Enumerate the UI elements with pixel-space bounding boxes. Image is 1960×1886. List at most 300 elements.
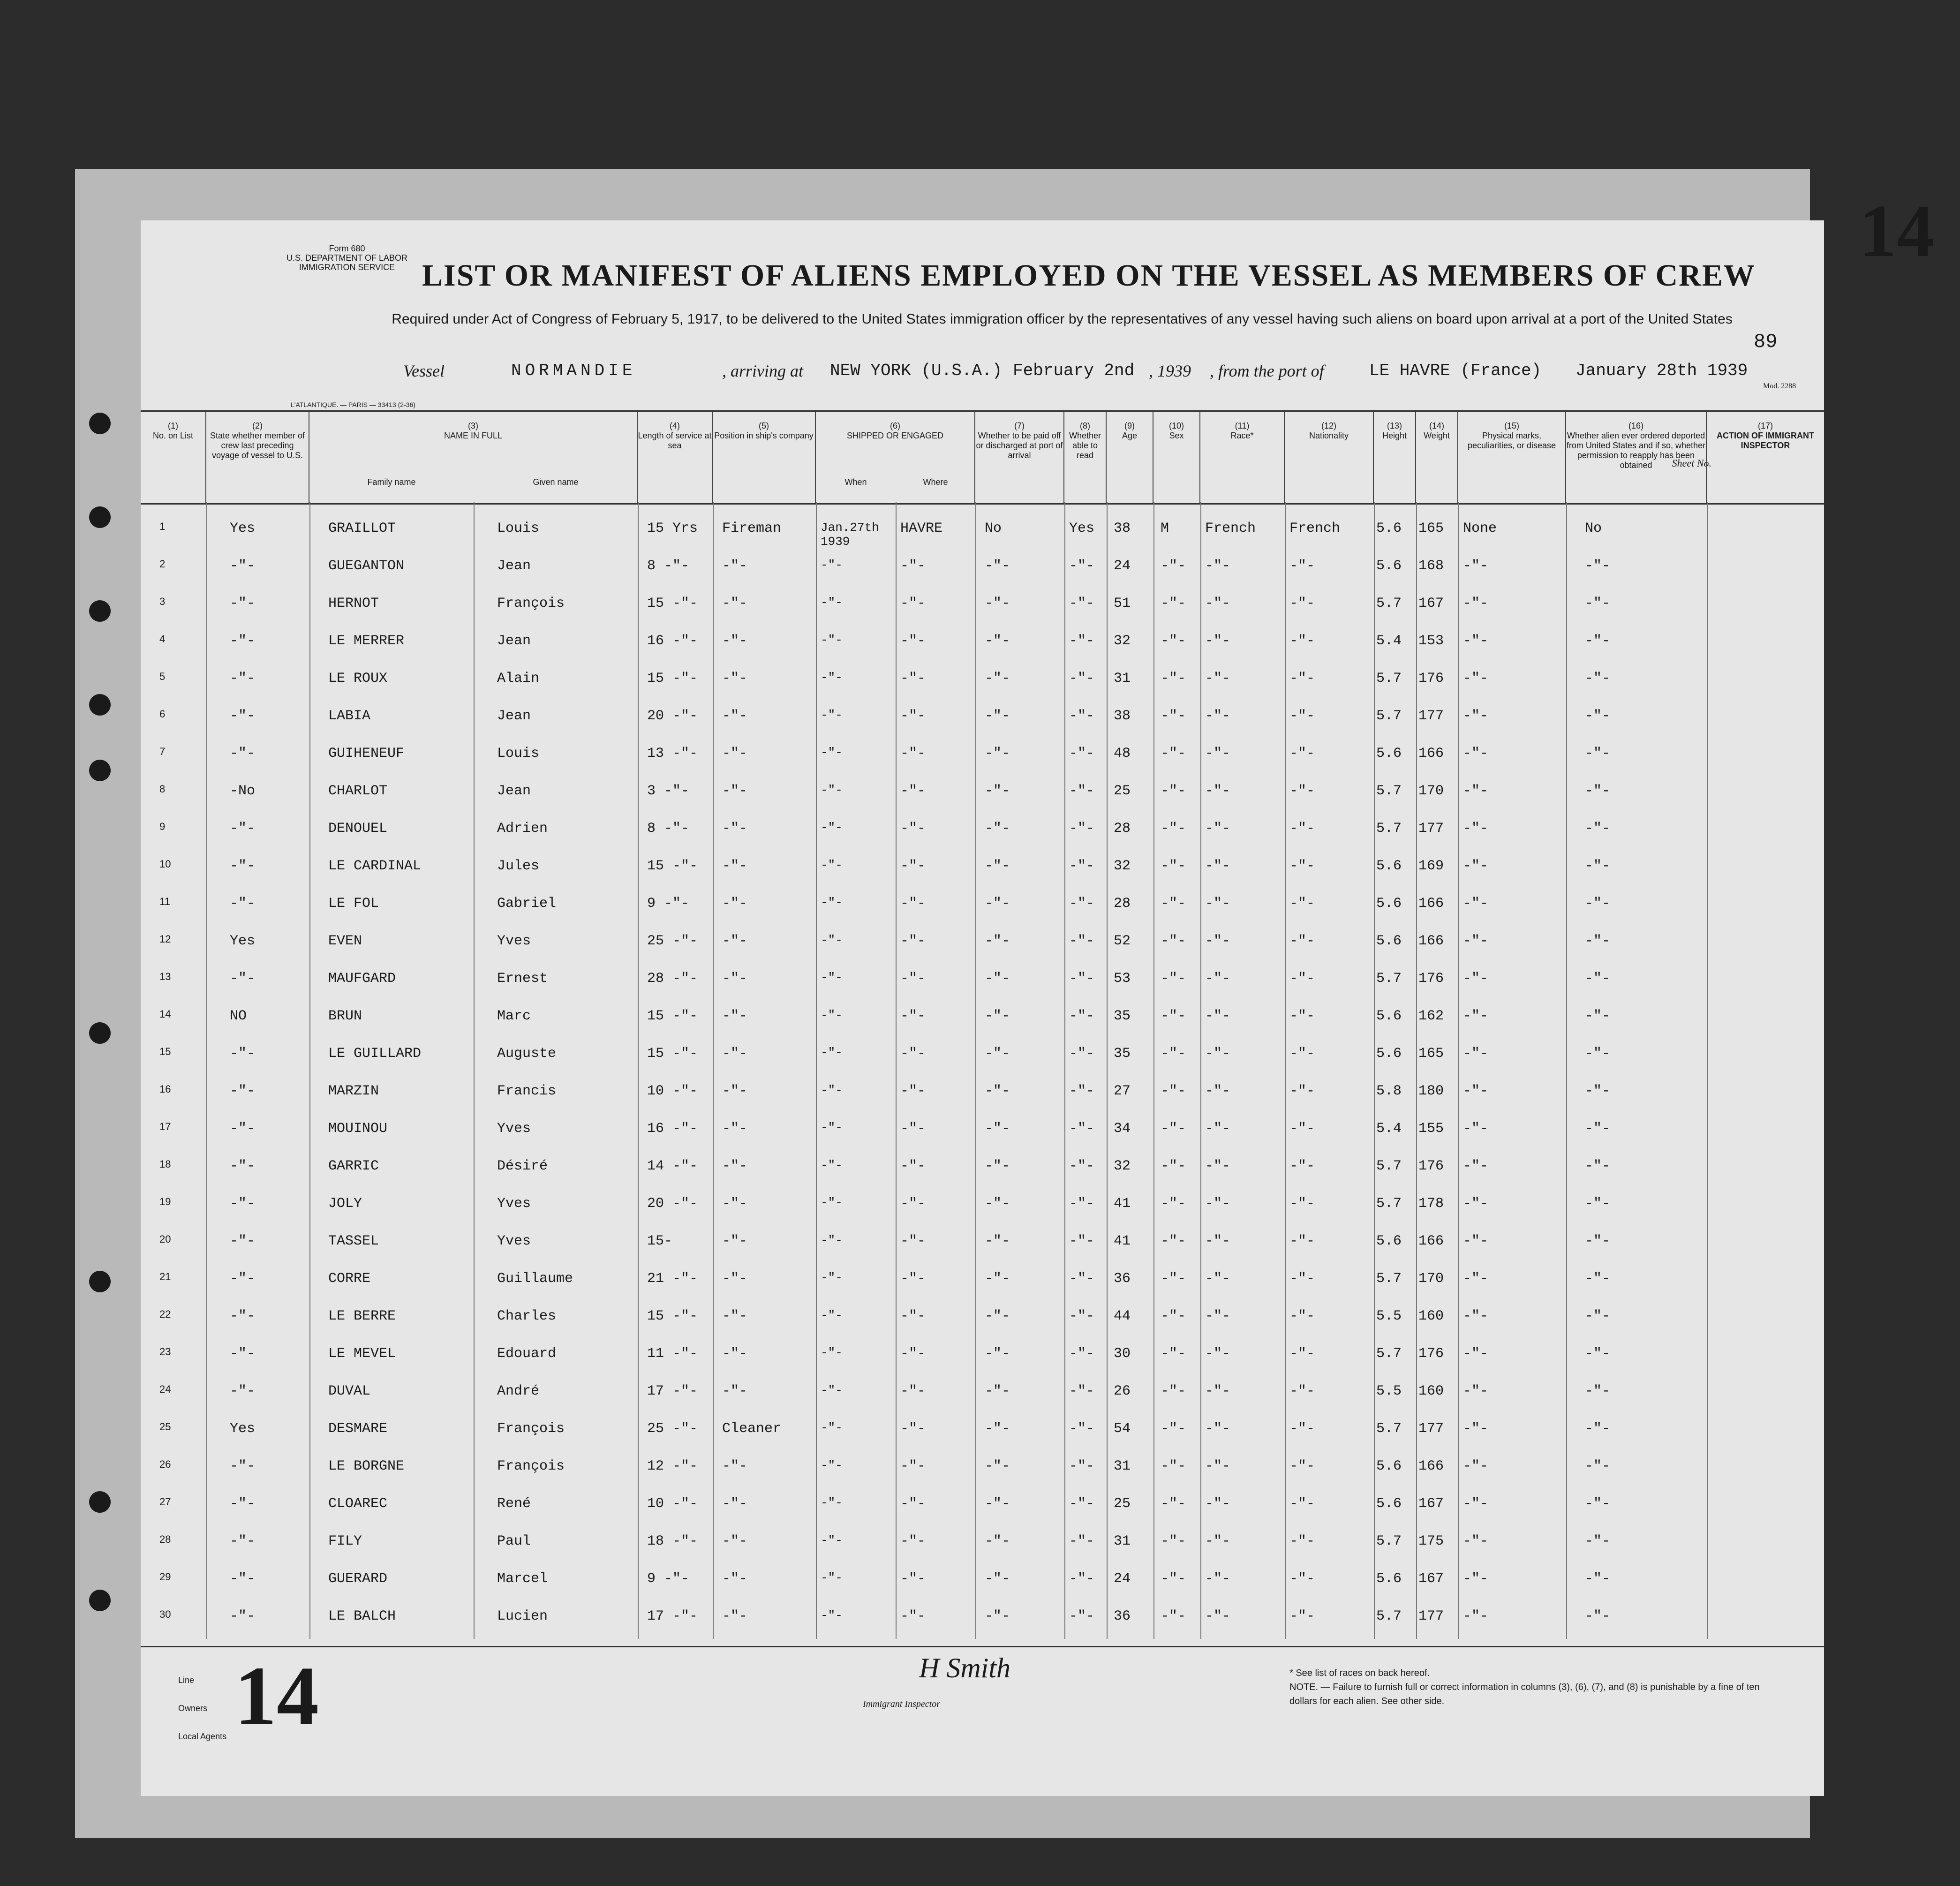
- age-cell: 26: [1114, 1383, 1131, 1399]
- able-to-read-cell: -"-: [1069, 971, 1095, 987]
- sex-cell: -"-: [1161, 821, 1186, 837]
- length-of-service-cell: 28 -"-: [647, 971, 698, 987]
- height-cell: 5.6: [1376, 1008, 1402, 1024]
- height-cell: 5.6: [1376, 1046, 1402, 1062]
- race-cell: -"-: [1205, 971, 1231, 987]
- height-cell: 5.6: [1376, 858, 1402, 874]
- table-row: [141, 1196, 1824, 1224]
- shipped-when-cell: -"-: [821, 1346, 843, 1360]
- family-name-cell: DENOUEL: [328, 821, 388, 837]
- position-cell: -"-: [722, 558, 748, 574]
- table-row: [141, 783, 1824, 811]
- family-name-cell: HERNOT: [328, 596, 379, 611]
- shipped-where-cell: -"-: [900, 1458, 926, 1474]
- shipped-when-cell: -"-: [821, 633, 843, 647]
- given-name-cell: Jean: [497, 708, 531, 724]
- race-cell: -"-: [1205, 1308, 1231, 1324]
- height-cell: 5.7: [1376, 596, 1402, 611]
- given-name-cell: Guillaume: [497, 1271, 573, 1287]
- weight-cell: 176: [1418, 1158, 1444, 1174]
- sex-cell: -"-: [1161, 708, 1186, 724]
- physical-marks-cell: -"-: [1463, 1608, 1489, 1624]
- paid-off-cell: -"-: [985, 708, 1010, 724]
- previous-voyage-cell: -No: [230, 783, 256, 799]
- given-name-cell: Louis: [497, 521, 540, 536]
- paid-off-cell: -"-: [985, 1571, 1010, 1587]
- paid-off-cell: -"-: [985, 1608, 1010, 1624]
- deportation-status-cell: -"-: [1585, 1496, 1611, 1512]
- sheet-number: 14: [1859, 189, 1934, 272]
- paid-off-cell: -"-: [985, 558, 1010, 574]
- nationality-cell: -"-: [1289, 708, 1315, 724]
- row-number-cell: 26: [159, 1458, 171, 1470]
- height-cell: 5.4: [1376, 1121, 1402, 1137]
- age-cell: 28: [1114, 821, 1131, 837]
- col-header-9: (9) Age: [1107, 412, 1153, 503]
- previous-voyage-cell: -"-: [230, 708, 256, 724]
- given-name-cell: Yves: [497, 933, 531, 949]
- given-name-cell: Charles: [497, 1308, 557, 1324]
- age-cell: 27: [1114, 1083, 1131, 1099]
- paid-off-cell: -"-: [985, 858, 1010, 874]
- deportation-status-cell: -"-: [1585, 1346, 1611, 1362]
- given-name-cell: Ernest: [497, 971, 548, 987]
- nationality-cell: -"-: [1289, 1158, 1315, 1174]
- row-number-cell: 9: [159, 821, 166, 832]
- row-number-cell: 23: [159, 1346, 171, 1358]
- length-of-service-cell: 15 -"-: [647, 671, 698, 687]
- binder-hole: [89, 1271, 111, 1292]
- sex-cell: -"-: [1161, 1496, 1186, 1512]
- position-cell: -"-: [722, 1383, 748, 1399]
- sex-cell: -"-: [1161, 558, 1186, 574]
- row-number-cell: 19: [159, 1196, 171, 1207]
- position-cell: -"-: [722, 746, 748, 762]
- sex-cell: M: [1161, 521, 1169, 536]
- able-to-read-cell: -"-: [1069, 708, 1095, 724]
- deportation-status-cell: -"-: [1585, 1083, 1611, 1099]
- weight-cell: 169: [1418, 858, 1444, 874]
- given-name-cell: Paul: [497, 1533, 531, 1549]
- shipped-when-cell: -"-: [821, 746, 843, 760]
- deportation-status-cell: -"-: [1585, 783, 1611, 799]
- col-header-6: (6) SHIPPED OR ENGAGED When Where: [816, 412, 975, 503]
- given-name-cell: Jean: [497, 558, 531, 574]
- race-cell: -"-: [1205, 1533, 1231, 1549]
- weight-cell: 166: [1418, 896, 1444, 912]
- age-cell: 41: [1114, 1233, 1131, 1249]
- able-to-read-cell: -"-: [1069, 1308, 1095, 1324]
- height-cell: 5.5: [1376, 1383, 1402, 1399]
- paid-off-cell: -"-: [985, 1421, 1010, 1437]
- sex-cell: -"-: [1161, 1271, 1186, 1287]
- length-of-service-cell: 11 -"-: [647, 1346, 698, 1362]
- binder-hole: [89, 694, 111, 716]
- length-of-service-cell: 16 -"-: [647, 1121, 698, 1137]
- table-row: [141, 1496, 1824, 1524]
- height-cell: 5.7: [1376, 821, 1402, 837]
- shipped-when-cell: -"-: [821, 596, 843, 610]
- shipped-when-cell: -"-: [821, 1571, 843, 1585]
- weight-cell: 177: [1418, 1608, 1444, 1624]
- paid-off-cell: -"-: [985, 1083, 1010, 1099]
- able-to-read-cell: -"-: [1069, 746, 1095, 762]
- table-row: [141, 1046, 1824, 1074]
- height-cell: 5.5: [1376, 1308, 1402, 1324]
- paid-off-cell: -"-: [985, 1158, 1010, 1174]
- physical-marks-cell: -"-: [1463, 896, 1489, 912]
- weight-cell: 170: [1418, 783, 1444, 799]
- height-cell: 5.6: [1376, 1233, 1402, 1249]
- previous-voyage-cell: -"-: [230, 1608, 256, 1624]
- table-row: [141, 633, 1824, 661]
- height-cell: 5.7: [1376, 1421, 1402, 1437]
- age-cell: 25: [1114, 783, 1131, 799]
- departure-port: LE HAVRE (France): [1369, 361, 1542, 380]
- table-row: [141, 1458, 1824, 1486]
- position-cell: -"-: [722, 1196, 748, 1212]
- previous-voyage-cell: -"-: [230, 1496, 256, 1512]
- given-name-cell: Jean: [497, 633, 531, 649]
- row-number-cell: 14: [159, 1008, 171, 1020]
- race-cell: -"-: [1205, 1158, 1231, 1174]
- row-number-cell: 22: [159, 1308, 171, 1320]
- sex-cell: -"-: [1161, 858, 1186, 874]
- shipped-when-cell: -"-: [821, 858, 843, 872]
- position-cell: -"-: [722, 1158, 748, 1174]
- length-of-service-cell: 9 -"-: [647, 896, 690, 912]
- race-cell: -"-: [1205, 558, 1231, 574]
- race-cell: -"-: [1205, 858, 1231, 874]
- row-number-cell: 20: [159, 1233, 171, 1245]
- owners-label: Owners: [178, 1704, 208, 1713]
- race-note: * See list of races on back hereof.: [1289, 1668, 1430, 1678]
- length-of-service-cell: 12 -"-: [647, 1458, 698, 1474]
- shipped-where-cell: -"-: [900, 971, 926, 987]
- age-cell: 31: [1114, 671, 1131, 687]
- nationality-cell: -"-: [1289, 1346, 1315, 1362]
- length-of-service-cell: 25 -"-: [647, 1421, 698, 1437]
- race-cell: -"-: [1205, 1046, 1231, 1062]
- paid-off-cell: -"-: [985, 1271, 1010, 1287]
- family-name-cell: LE MEVEL: [328, 1346, 396, 1362]
- sex-cell: -"-: [1161, 1458, 1186, 1474]
- manifest-sheet: [141, 220, 1824, 1796]
- paid-off-cell: -"-: [985, 1383, 1010, 1399]
- given-name-cell: Désiré: [497, 1158, 548, 1174]
- able-to-read-cell: -"-: [1069, 1608, 1095, 1624]
- position-cell: -"-: [722, 1608, 748, 1624]
- age-cell: 36: [1114, 1271, 1131, 1287]
- weight-cell: 165: [1418, 1046, 1444, 1062]
- age-cell: 28: [1114, 896, 1131, 912]
- nationality-cell: -"-: [1289, 671, 1315, 687]
- length-of-service-cell: 15 Yrs: [647, 521, 698, 536]
- length-of-service-cell: 21 -"-: [647, 1271, 698, 1287]
- weight-cell: 160: [1418, 1383, 1444, 1399]
- col-header-17: (17) ACTION OF IMMIGRANT INSPECTOR: [1717, 421, 1814, 450]
- weight-cell: 166: [1418, 1233, 1444, 1249]
- col-header-14: (14) Weight: [1416, 412, 1458, 503]
- race-cell: -"-: [1205, 746, 1231, 762]
- age-cell: 48: [1114, 746, 1131, 762]
- row-number-cell: 17: [159, 1121, 171, 1132]
- able-to-read-cell: -"-: [1069, 1421, 1095, 1437]
- race-cell: -"-: [1205, 1121, 1231, 1137]
- arrival-year: , 1939: [1149, 362, 1191, 380]
- age-cell: 44: [1114, 1308, 1131, 1324]
- position-cell: -"-: [722, 896, 748, 912]
- age-cell: 30: [1114, 1346, 1131, 1362]
- given-name-cell: François: [497, 1421, 565, 1437]
- physical-marks-cell: -"-: [1463, 1458, 1489, 1474]
- deportation-status-cell: -"-: [1585, 1571, 1611, 1587]
- able-to-read-cell: -"-: [1069, 1458, 1095, 1474]
- shipped-where-cell: -"-: [900, 558, 926, 574]
- shipped-when-cell: -"-: [821, 1121, 843, 1135]
- family-name-cell: FILY: [328, 1533, 362, 1549]
- paid-off-cell: -"-: [985, 1533, 1010, 1549]
- col-header-5: (5) Position in ship's company: [713, 412, 816, 503]
- shipped-where-cell: -"-: [900, 1233, 926, 1249]
- departure-date: January 28th 1939: [1576, 361, 1748, 380]
- shipped-where-cell: -"-: [900, 1083, 926, 1099]
- length-of-service-cell: 15 -"-: [647, 1308, 698, 1324]
- row-number-cell: 28: [159, 1533, 171, 1545]
- position-cell: -"-: [722, 783, 748, 799]
- paid-off-cell: -"-: [985, 1496, 1010, 1512]
- weight-cell: 178: [1418, 1196, 1444, 1212]
- position-cell: -"-: [722, 633, 748, 649]
- deportation-status-cell: -"-: [1585, 858, 1611, 874]
- table-row: [141, 1233, 1824, 1261]
- deportation-status-cell: -"-: [1585, 1308, 1611, 1324]
- weight-cell: 170: [1418, 1271, 1444, 1287]
- family-name-cell: LE CARDINAL: [328, 858, 422, 874]
- shipped-where-cell: -"-: [900, 858, 926, 874]
- shipped-when-cell: Jan.27th 1939: [821, 521, 879, 549]
- deportation-status-cell: -"-: [1585, 671, 1611, 687]
- sex-cell: -"-: [1161, 671, 1186, 687]
- printer-imprint: L'ATLANTIQUE. — PARIS — 33413 (2-36): [291, 401, 415, 408]
- row-number-cell: 27: [159, 1496, 171, 1508]
- shipped-when-cell: -"-: [821, 558, 843, 572]
- table-row: [141, 1121, 1824, 1149]
- physical-marks-cell: -"-: [1463, 558, 1489, 574]
- able-to-read-cell: -"-: [1069, 1271, 1095, 1287]
- model-number: Mod. 2288: [1763, 382, 1796, 390]
- deportation-status-cell: -"-: [1585, 1008, 1611, 1024]
- binder-hole: [89, 506, 111, 528]
- table-row: [141, 596, 1824, 624]
- shipped-when-cell: -"-: [821, 1421, 843, 1435]
- previous-voyage-cell: Yes: [230, 1421, 256, 1437]
- col-header-15: (15) Physical marks, peculiarities, or disease: [1458, 412, 1566, 503]
- form-identifier: [277, 244, 417, 272]
- weight-cell: 176: [1418, 971, 1444, 987]
- row-number-cell: 8: [159, 783, 166, 795]
- weight-cell: 177: [1418, 821, 1444, 837]
- age-cell: 31: [1114, 1458, 1131, 1474]
- sex-cell: -"-: [1161, 746, 1186, 762]
- shipped-where-cell: -"-: [900, 783, 926, 799]
- deportation-status-cell: -"-: [1585, 1383, 1611, 1399]
- race-cell: -"-: [1205, 1383, 1231, 1399]
- shipped-when-cell: -"-: [821, 821, 843, 835]
- table-row: [141, 746, 1824, 774]
- sex-cell: -"-: [1161, 1608, 1186, 1624]
- weight-cell: 166: [1418, 1458, 1444, 1474]
- physical-marks-cell: -"-: [1463, 971, 1489, 987]
- shipped-where-cell: -"-: [900, 1158, 926, 1174]
- paid-off-cell: -"-: [985, 933, 1010, 949]
- nationality-cell: -"-: [1289, 858, 1315, 874]
- physical-marks-cell: -"-: [1463, 821, 1489, 837]
- sex-cell: -"-: [1161, 1346, 1186, 1362]
- nationality-cell: -"-: [1289, 1571, 1315, 1587]
- weight-cell: 155: [1418, 1121, 1444, 1137]
- weight-cell: 168: [1418, 558, 1444, 574]
- family-name-cell: GRAILLOT: [328, 521, 396, 536]
- nationality-cell: -"-: [1289, 1233, 1315, 1249]
- row-number-cell: 13: [159, 971, 171, 982]
- col-header-3: (3) NAME IN FULL Family name Given name: [309, 412, 638, 503]
- height-cell: 5.7: [1376, 1533, 1402, 1549]
- paid-off-cell: No: [985, 521, 1002, 536]
- previous-voyage-cell: -"-: [230, 971, 256, 987]
- length-of-service-cell: 15 -"-: [647, 1008, 698, 1024]
- height-cell: 5.7: [1376, 1346, 1402, 1362]
- shipped-where-cell: -"-: [900, 708, 926, 724]
- physical-marks-cell: -"-: [1463, 858, 1489, 874]
- race-cell: -"-: [1205, 933, 1231, 949]
- table-row: [141, 1533, 1824, 1562]
- col-header-12: (12) Nationality: [1285, 412, 1374, 503]
- paid-off-cell: -"-: [985, 1046, 1010, 1062]
- previous-voyage-cell: -"-: [230, 858, 256, 874]
- table-row: [141, 1608, 1824, 1637]
- position-cell: -"-: [722, 1008, 748, 1024]
- race-cell: -"-: [1205, 633, 1231, 649]
- nationality-cell: -"-: [1289, 596, 1315, 611]
- shipped-where-cell: -"-: [900, 633, 926, 649]
- race-cell: -"-: [1205, 896, 1231, 912]
- shipped-when-cell: -"-: [821, 933, 843, 947]
- row-number-cell: 21: [159, 1271, 171, 1282]
- shipped-where-cell: -"-: [900, 1346, 926, 1362]
- previous-voyage-cell: -"-: [230, 1346, 256, 1362]
- inspector-signature: H Smith: [919, 1652, 1010, 1683]
- height-cell: 5.6: [1376, 1571, 1402, 1587]
- position-cell: -"-: [722, 671, 748, 687]
- given-name-cell: Alain: [497, 671, 540, 687]
- height-cell: 5.7: [1376, 1271, 1402, 1287]
- paid-off-cell: -"-: [985, 596, 1010, 611]
- position-cell: -"-: [722, 1571, 748, 1587]
- sheet-count: 89: [1754, 331, 1778, 353]
- position-cell: -"-: [722, 971, 748, 987]
- able-to-read-cell: -"-: [1069, 1346, 1095, 1362]
- family-name-cell: LABIA: [328, 708, 371, 724]
- weight-cell: 160: [1418, 1308, 1444, 1324]
- shipped-when-cell: -"-: [821, 1083, 843, 1097]
- length-of-service-cell: 17 -"-: [647, 1608, 698, 1624]
- physical-marks-cell: -"-: [1463, 746, 1489, 762]
- given-name-cell: François: [497, 596, 565, 611]
- family-name-cell: LE MERRER: [328, 633, 405, 649]
- col-header-8: (8) Whether able to read: [1064, 412, 1107, 503]
- document-subtitle: Required under Act of Congress of February 5, 1917, to be delivered to the United States immigration officer by the representatives of any vessel having such aliens on board upon arrival at a port of the United States: [392, 311, 1733, 327]
- family-name-cell: EVEN: [328, 933, 362, 949]
- age-cell: 54: [1114, 1421, 1131, 1437]
- nationality-cell: -"-: [1289, 1421, 1315, 1437]
- deportation-status-cell: -"-: [1585, 1533, 1611, 1549]
- family-name-cell: DUVAL: [328, 1383, 371, 1399]
- height-cell: 5.6: [1376, 896, 1402, 912]
- deportation-status-cell: -"-: [1585, 558, 1611, 574]
- col-header-2: (2) State whether member of crew last preceding voyage of vessel to U.S.: [206, 412, 309, 503]
- physical-marks-cell: -"-: [1463, 633, 1489, 649]
- physical-marks-cell: -"-: [1463, 1308, 1489, 1324]
- position-cell: -"-: [722, 1121, 748, 1137]
- position-cell: Cleaner: [722, 1421, 782, 1437]
- weight-cell: 166: [1418, 933, 1444, 949]
- family-name-cell: MARZIN: [328, 1083, 379, 1099]
- age-cell: 24: [1114, 558, 1131, 574]
- shipped-when-cell: -"-: [821, 1383, 843, 1397]
- table-row: [141, 708, 1824, 736]
- paid-off-cell: -"-: [985, 821, 1010, 837]
- able-to-read-cell: -"-: [1069, 1196, 1095, 1212]
- table-row: [141, 521, 1824, 549]
- physical-marks-cell: -"-: [1463, 1496, 1489, 1512]
- able-to-read-cell: -"-: [1069, 1046, 1095, 1062]
- row-number-cell: 16: [159, 1083, 171, 1095]
- binder-hole: [89, 760, 111, 781]
- given-name-cell: Louis: [497, 746, 540, 762]
- family-name-cell: GUERARD: [328, 1571, 388, 1587]
- able-to-read-cell: -"-: [1069, 1083, 1095, 1099]
- length-of-service-cell: 17 -"-: [647, 1383, 698, 1399]
- age-cell: 38: [1114, 521, 1131, 536]
- previous-voyage-cell: -"-: [230, 1571, 256, 1587]
- shipped-where-cell: -"-: [900, 596, 926, 611]
- age-cell: 32: [1114, 858, 1131, 874]
- given-name-cell: Gabriel: [497, 896, 557, 912]
- previous-voyage-cell: NO: [230, 1008, 247, 1024]
- previous-voyage-cell: -"-: [230, 1196, 256, 1212]
- paid-off-cell: -"-: [985, 971, 1010, 987]
- nationality-cell: -"-: [1289, 783, 1315, 799]
- shipped-where-cell: -"-: [900, 1008, 926, 1024]
- nationality-cell: -"-: [1289, 1308, 1315, 1324]
- arriving-label: , arriving at: [722, 362, 804, 380]
- sex-cell: -"-: [1161, 1421, 1186, 1437]
- table-row: [141, 971, 1824, 999]
- given-name-cell: Yves: [497, 1121, 531, 1137]
- nationality-cell: -"-: [1289, 558, 1315, 574]
- sex-cell: -"-: [1161, 1196, 1186, 1212]
- nationality-cell: -"-: [1289, 1271, 1315, 1287]
- height-cell: 5.6: [1376, 933, 1402, 949]
- race-cell: -"-: [1205, 596, 1231, 611]
- row-number-cell: 10: [159, 858, 171, 870]
- race-cell: -"-: [1205, 783, 1231, 799]
- height-cell: 5.6: [1376, 521, 1402, 536]
- previous-voyage-cell: Yes: [230, 933, 256, 949]
- paid-off-cell: -"-: [985, 1196, 1010, 1212]
- form-line: U.S. DEPARTMENT OF LABOR: [286, 253, 408, 263]
